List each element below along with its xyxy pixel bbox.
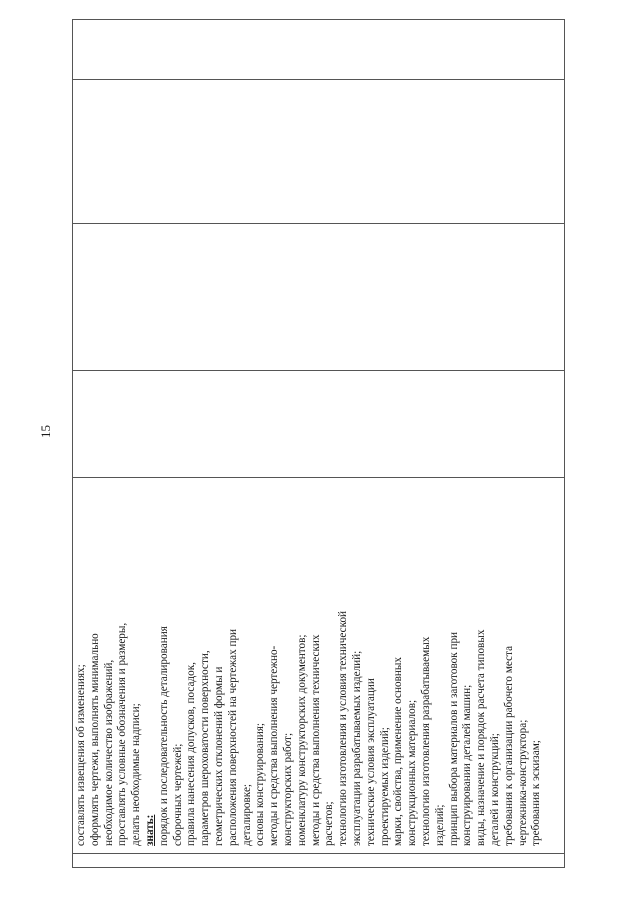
list-item: необходимое количество изображений,	[102, 659, 115, 846]
list-item: расположения поверхностей на чертежах при	[226, 628, 239, 846]
section-heading: знать:	[143, 814, 156, 846]
list-item: проставлять условные обозначения и размеры,	[116, 622, 129, 846]
list-item: требования к организации рабочего места	[502, 645, 515, 846]
list-item: методы и средства выполнения технических	[309, 634, 322, 846]
page-number: 15	[38, 425, 53, 438]
table-cell-empty	[73, 371, 565, 478]
list-item: эксплуатации разрабатываемых изделий;	[350, 650, 363, 846]
list-item: проектируемых изделий;	[378, 727, 391, 846]
list-item: деталей и конструкций;	[488, 733, 501, 846]
list-item: конструкционных материалов;	[406, 699, 419, 846]
list-item: геометрических отклонений формы и	[212, 666, 225, 846]
list-item: технологию изготовления разрабатываемых	[419, 636, 432, 846]
list-item: основы конструирования;	[254, 723, 267, 846]
list-item: принцип выбора материалов и заготовок при	[447, 631, 460, 846]
table-cell-empty	[73, 224, 565, 371]
list-item: сборочных чертежей;	[171, 743, 184, 846]
list-item: конструировании деталей машин;	[461, 684, 474, 846]
table-row	[73, 20, 565, 868]
list-item: марки, свойства, применение основных	[392, 657, 405, 846]
list-item: технические условия эксплуатации	[364, 678, 377, 846]
list-item: номенклатуру конструкторских документов;	[295, 634, 308, 846]
list-item: оформлять чертежи, выполнять минимально	[88, 633, 101, 846]
list-item: расчетов;	[323, 801, 336, 846]
table-cell-margin	[73, 854, 565, 868]
requirements-table	[72, 19, 565, 868]
list-item: порядок и последовательность деталирования	[157, 626, 170, 846]
table-cell-requirements	[73, 478, 565, 854]
list-item: правила нанесения допусков, посадок,	[185, 662, 198, 846]
list-item: параметров шероховатости поверхности,	[199, 650, 212, 846]
table-cell-empty	[73, 20, 565, 80]
table-cell-empty	[73, 80, 565, 224]
list-item: методы и средства выполнения чертежно-	[268, 645, 281, 846]
list-item: виды, назначение и порядок расчета типовых	[475, 629, 488, 846]
list-item: изделий;	[433, 804, 446, 846]
rotated-table	[72, 26, 565, 868]
list-item: делать необходимые надписи;	[130, 703, 143, 846]
list-item: технологию изготовления и условия технической	[337, 610, 350, 846]
requirements-list	[73, 478, 544, 853]
list-item: деталировке;	[240, 783, 253, 846]
list-item: составлять извещения об изменениях;	[75, 664, 87, 846]
list-item: чертежника-конструктора;	[516, 719, 529, 846]
list-item: конструкторских работ;	[281, 732, 294, 846]
list-item: требования к эскизам;	[530, 740, 543, 846]
